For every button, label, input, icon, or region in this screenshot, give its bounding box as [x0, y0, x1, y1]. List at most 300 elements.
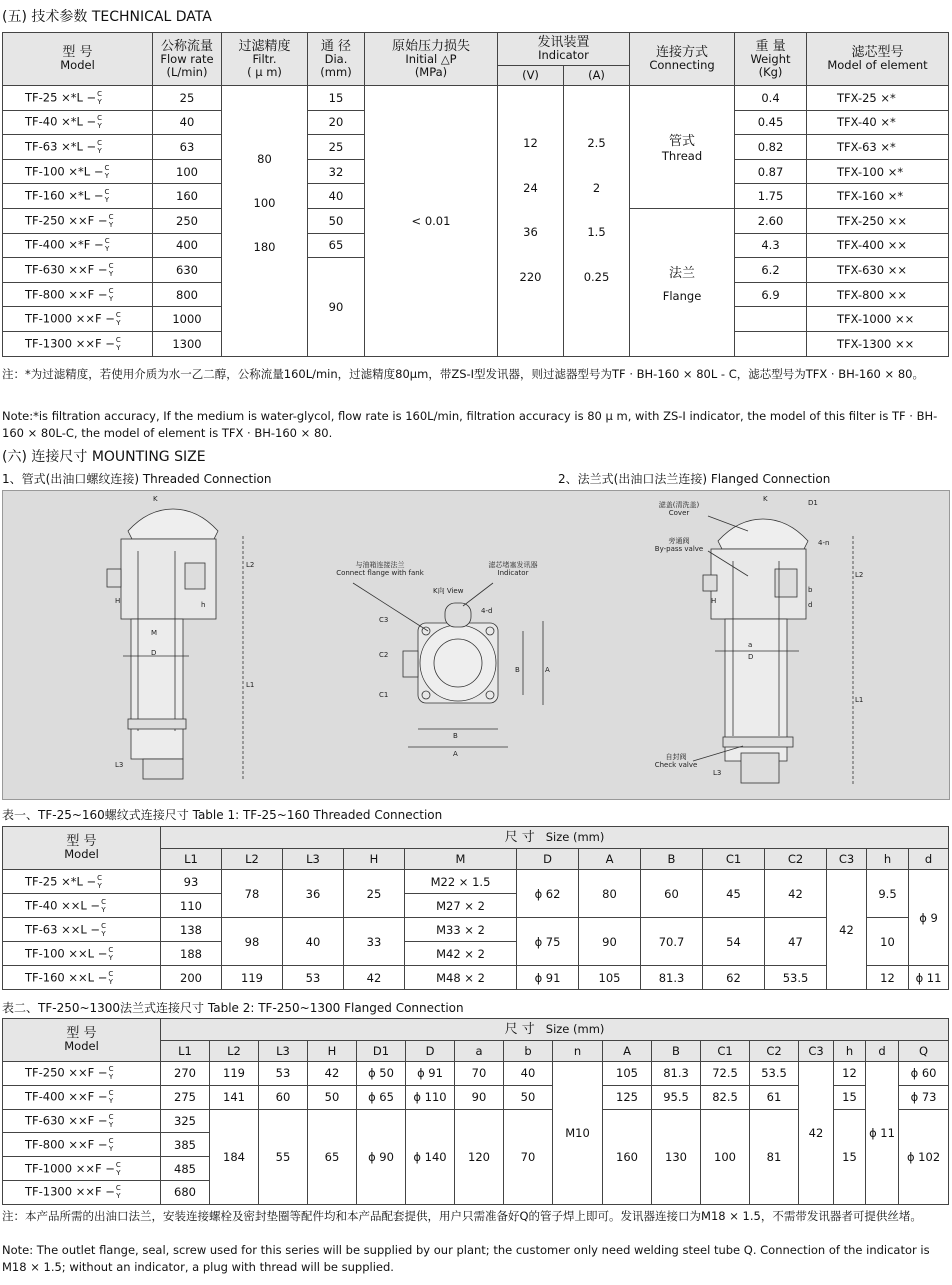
- indicator-variant-mark: [116, 311, 121, 327]
- model-code: TF-630 ××F −: [25, 262, 108, 277]
- label-indicator: 滤芯堵塞发讯器 Indicator: [488, 561, 538, 577]
- tech-weight: 6.2: [735, 258, 807, 283]
- model-code: TF-100 ×*L −: [25, 164, 104, 179]
- tech-model: [3, 135, 153, 160]
- tech-flow: 160: [153, 184, 222, 209]
- t2-b: 70: [504, 1109, 553, 1204]
- indicator-variant-mark: [97, 139, 102, 155]
- t1-col-a: A: [579, 849, 641, 870]
- t1-b: 81.3: [641, 966, 703, 990]
- t2-h: 15: [834, 1109, 866, 1204]
- tech-weight: [735, 331, 807, 356]
- variant-c: C: [108, 1136, 114, 1145]
- variant-c: C: [97, 873, 103, 882]
- indicator-variant-mark: [116, 1184, 121, 1200]
- volts-value: 220: [519, 269, 542, 284]
- indicator-variant-mark: [101, 898, 106, 914]
- t2-d: ϕ 140: [406, 1109, 455, 1204]
- tech-element: TFX-160 ×*: [807, 184, 949, 209]
- th-element: 滤芯型号 Model of element: [807, 33, 949, 86]
- volts-value: 24: [523, 180, 538, 195]
- variant-c: C: [115, 335, 121, 344]
- t2-l1: 270: [161, 1062, 210, 1086]
- t2-col-h: H: [308, 1041, 357, 1062]
- variant-y: Y: [116, 1168, 121, 1177]
- t2-d1: ϕ 65: [357, 1085, 406, 1109]
- t2-l3: 60: [259, 1085, 308, 1109]
- variant-y: Y: [116, 1192, 121, 1201]
- t1-c1: 62: [703, 966, 765, 990]
- variant-y: Y: [108, 269, 114, 278]
- variant-c: C: [101, 897, 106, 906]
- t1-h: 33: [344, 918, 405, 966]
- model-code: TF-250 ××F −: [25, 1065, 108, 1080]
- indicator-variant-mark: [104, 164, 109, 180]
- t1-c1: 54: [703, 918, 765, 966]
- t2-model: [3, 1133, 161, 1157]
- indicator-variant-mark: [116, 1161, 121, 1177]
- label-b-side: B: [515, 666, 520, 674]
- label-a-side: A: [545, 666, 550, 674]
- tech-element: TFX-1000 ××: [807, 307, 949, 332]
- t1-d: ϕ 91: [517, 966, 579, 990]
- variant-y: Y: [97, 97, 102, 106]
- model-code: TF-800 ××F −: [25, 287, 108, 302]
- tech-flow: 1000: [153, 307, 222, 332]
- t2-c2: 61: [750, 1085, 799, 1109]
- t1-col-m: M: [405, 849, 517, 870]
- t1-l2: 98: [222, 918, 283, 966]
- t1-col-d: D: [517, 849, 579, 870]
- t2-b: 50: [504, 1085, 553, 1109]
- t1-model: [3, 894, 161, 918]
- t2-col-q: Q: [899, 1041, 949, 1062]
- t1-b: 70.7: [641, 918, 703, 966]
- label-k-2: K: [763, 495, 768, 503]
- t2-a: 105: [603, 1062, 652, 1086]
- t1-a: 105: [579, 966, 641, 990]
- label-d-1: D: [151, 649, 157, 657]
- t2-q: ϕ 60: [899, 1062, 949, 1086]
- t1-row: [3, 966, 949, 990]
- variant-c: C: [104, 163, 110, 172]
- t1-col-c3: C3: [827, 849, 867, 870]
- mounting-drawings-panel: [2, 490, 950, 800]
- technical-data-table: [2, 32, 949, 357]
- t1-l2: 119: [222, 966, 283, 990]
- figure-2-title: 2、法兰式(出油口法兰连接) Flanged Connection: [558, 472, 831, 486]
- variant-c: C: [108, 945, 114, 954]
- note-2-en: Note: The outlet flange, seal, screw used for this series will be supplied by our plant; the customer only need welding steel tube Q. Connection of the indicator is M18 × 1.5; without an indicator, a plug with thread will be supplied.: [2, 1243, 930, 1274]
- label-m: M: [151, 629, 158, 637]
- tech-filtr: [222, 86, 308, 357]
- variant-y: Y: [108, 1144, 114, 1153]
- t1-l1: 138: [161, 918, 222, 942]
- tech-row: [3, 86, 949, 111]
- mounting-drawings: [3, 491, 949, 799]
- tech-flow: 40: [153, 110, 222, 135]
- tech-dia: 32: [308, 159, 365, 184]
- t2-col-c1: C1: [701, 1041, 750, 1062]
- volts-value: 36: [523, 225, 538, 239]
- model-code: TF-1300 ××F −: [25, 336, 115, 351]
- t1-col-b: B: [641, 849, 703, 870]
- model-code: TF-1300 ××F −: [25, 1184, 115, 1199]
- variant-y: Y: [104, 171, 110, 180]
- t2-l2: 141: [210, 1085, 259, 1109]
- model-code: TF-63 ×*L −: [25, 139, 97, 154]
- t1-h: 10: [867, 918, 909, 966]
- t2-col-c3: C3: [799, 1041, 834, 1062]
- t2-n: M10: [553, 1062, 603, 1205]
- tech-dia: 15: [308, 86, 365, 111]
- t2-b: 130: [652, 1109, 701, 1204]
- variant-y: Y: [108, 953, 113, 962]
- indicator-variant-mark: [108, 970, 113, 986]
- model-code: TF-63 ××L −: [25, 922, 101, 936]
- t1-l2: 78: [222, 870, 283, 918]
- t1-col-l2: L2: [222, 849, 283, 870]
- variant-c: C: [115, 1184, 121, 1193]
- label-kview: K向 View: [433, 587, 464, 595]
- t1-m: M27 × 2: [405, 894, 517, 918]
- t1-h: 42: [344, 966, 405, 990]
- t2-col-c2: C2: [750, 1041, 799, 1062]
- tech-flow: 63: [153, 135, 222, 160]
- t2-c1: 100: [701, 1109, 750, 1204]
- t1-c2: 42: [765, 870, 827, 918]
- t2-a: 160: [603, 1109, 652, 1204]
- t2-th-model: 型 号 Model: [3, 1019, 161, 1062]
- label-c2: C2: [379, 651, 389, 659]
- label-b-small: b: [808, 586, 813, 594]
- variant-y: Y: [97, 122, 102, 131]
- t1-d: ϕ 75: [517, 918, 579, 966]
- t2-model: [3, 1085, 161, 1109]
- label-hh-1: h: [201, 601, 206, 609]
- variant-y: Y: [108, 294, 114, 303]
- t1-l3: 36: [283, 870, 344, 918]
- tech-flange: [630, 208, 735, 356]
- tech-amps: [564, 86, 630, 357]
- tech-element: TFX-250 ××: [807, 208, 949, 233]
- label-c1: C1: [379, 691, 389, 699]
- t2-model: [3, 1157, 161, 1181]
- t1-model: [3, 966, 161, 990]
- tech-dia-merged: 90: [308, 258, 365, 356]
- t2-col-h: h: [834, 1041, 866, 1062]
- t1-a: 90: [579, 918, 641, 966]
- tech-model: [3, 208, 153, 233]
- figure-1-title: 1、管式(出油口螺纹连接) Threaded Connection: [2, 472, 272, 486]
- section-6-title: (六) 连接尺寸 MOUNTING SIZE: [2, 449, 206, 465]
- model-code: TF-40 ××L −: [25, 898, 101, 912]
- variant-y: Y: [104, 196, 110, 205]
- tech-model: [3, 282, 153, 307]
- tech-dia: 20: [308, 110, 365, 135]
- t2-h: 42: [308, 1062, 357, 1086]
- indicator-variant-mark: [101, 922, 106, 938]
- flange-en: Flange: [662, 288, 702, 303]
- t2-model: [3, 1109, 161, 1133]
- label-l2-2: L2: [855, 571, 864, 579]
- variant-c: C: [108, 212, 114, 221]
- tech-model: [3, 331, 153, 356]
- variant-y: Y: [108, 220, 114, 229]
- t2-th-size: 尺 寸 Size (mm): [161, 1019, 949, 1041]
- variant-y: Y: [101, 905, 106, 914]
- amps-value: 2: [592, 180, 601, 195]
- model-code: TF-800 ××F −: [25, 1137, 108, 1152]
- t2-h: 12: [834, 1062, 866, 1086]
- variant-c: C: [115, 1160, 121, 1169]
- model-code: TF-630 ××F −: [25, 1113, 108, 1128]
- t1-c3: 42: [827, 870, 867, 990]
- t2-l1: 680: [161, 1180, 210, 1204]
- t2-d1: ϕ 90: [357, 1109, 406, 1204]
- th-volts: (V): [498, 66, 564, 86]
- tech-weight: 2.60: [735, 208, 807, 233]
- thread-en: Thread: [661, 149, 703, 164]
- t2-a: 120: [455, 1109, 504, 1204]
- th-amps: (A): [564, 66, 630, 86]
- filtr-value: 80: [257, 152, 272, 166]
- amps-value: 1.5: [587, 225, 606, 239]
- note-1-en: Note:*is filtration accuracy, If the medium is water-glycol, flow rate is 160L/min, filtration accuracy is 80 μ m, with ZS-I indicator, the model of this filter is TF · BH-160 × 80L-C, the model of element is TFX · BH-160 × 80.: [2, 409, 938, 440]
- t2-col-d: d: [866, 1041, 899, 1062]
- t2-a: 125: [603, 1085, 652, 1109]
- tech-flow: 250: [153, 208, 222, 233]
- label-l1-1: L1: [246, 681, 255, 689]
- t1-b: 60: [641, 870, 703, 918]
- tech-flow: 25: [153, 86, 222, 111]
- tech-weight: 6.9: [735, 282, 807, 307]
- t2-col-a: A: [603, 1041, 652, 1062]
- t2-col-b: b: [504, 1041, 553, 1062]
- t2-l1: 485: [161, 1157, 210, 1181]
- label-d1: D1: [808, 499, 818, 507]
- t2-l3: 55: [259, 1109, 308, 1204]
- indicator-variant-mark: [109, 262, 114, 278]
- label-l1-2: L1: [855, 696, 864, 704]
- t2-d: ϕ 110: [406, 1085, 455, 1109]
- thread-cn: 管式: [669, 134, 696, 150]
- t1-l1: 93: [161, 870, 222, 894]
- label-d-2: D: [748, 653, 754, 661]
- t2-b: 40: [504, 1062, 553, 1086]
- t1-row: [3, 918, 949, 942]
- th-filtr: 过滤精度 Filtr. ( μ m): [222, 33, 308, 86]
- tech-element: TFX-40 ×*: [807, 110, 949, 135]
- tech-model: [3, 159, 153, 184]
- t1-l1: 200: [161, 966, 222, 990]
- variant-y: Y: [108, 1073, 114, 1082]
- variant-y: Y: [116, 319, 121, 328]
- t2-d1: ϕ 50: [357, 1062, 406, 1086]
- model-code: TF-25 ×*L −: [25, 874, 97, 888]
- tech-dia: 50: [308, 208, 365, 233]
- filtr-value: 180: [253, 240, 276, 254]
- tech-model: [3, 110, 153, 135]
- tech-weight: 0.45: [735, 110, 807, 135]
- t1-model: [3, 918, 161, 942]
- t2-l3: 53: [259, 1062, 308, 1086]
- t1-l3: 53: [283, 966, 344, 990]
- t1-c2: 47: [765, 918, 827, 966]
- t2-l1: 275: [161, 1085, 210, 1109]
- t2-c1: 72.5: [701, 1062, 750, 1086]
- label-h-1: H: [115, 597, 121, 605]
- tech-weight: 0.4: [735, 86, 807, 111]
- t2-col-a: a: [455, 1041, 504, 1062]
- indicator-variant-mark: [104, 188, 109, 204]
- t2-b: 95.5: [652, 1085, 701, 1109]
- t1-model: [3, 870, 161, 894]
- indicator-variant-mark: [97, 114, 102, 130]
- t1-a: 80: [579, 870, 641, 918]
- label-cover: 滤盖(清洗盖) Cover: [658, 501, 700, 517]
- tech-weight: 4.3: [735, 233, 807, 258]
- t1-col-c2: C2: [765, 849, 827, 870]
- tech-flow: 400: [153, 233, 222, 258]
- label-a-view: A: [453, 750, 458, 758]
- t2-h: 50: [308, 1085, 357, 1109]
- indicator-variant-mark: [105, 237, 110, 253]
- tech-element: TFX-25 ×*: [807, 86, 949, 111]
- variant-c: C: [97, 114, 103, 123]
- t2-col-n: n: [553, 1041, 603, 1062]
- label-a-small: a: [748, 641, 753, 649]
- variant-y: Y: [116, 343, 121, 352]
- t2-model: [3, 1180, 161, 1204]
- t2-model: [3, 1062, 161, 1086]
- t1-th-model: 型 号 Model: [3, 827, 161, 870]
- th-weight: 重 量 Weight (Kg): [735, 33, 807, 86]
- t2-q: ϕ 73: [899, 1085, 949, 1109]
- variant-y: Y: [97, 881, 102, 890]
- indicator-variant-mark: [97, 874, 102, 890]
- t1-col-l3: L3: [283, 849, 344, 870]
- tech-element: TFX-800 ××: [807, 282, 949, 307]
- label-l3-1: L3: [115, 761, 124, 769]
- t1-m: M22 × 1.5: [405, 870, 517, 894]
- tech-volts: [498, 86, 564, 357]
- note-2-cn: 注：本产品所需的出油口法兰，安装连接螺栓及密封垫圈等配件均和本产品配套提供，用户只需准备好Q的管子焊上即可。发讯器连接口为M18 × 1.5，不需带发讯器者可提供丝堵。: [2, 1209, 922, 1223]
- t2-col-l1: L1: [161, 1041, 210, 1062]
- amps-value: 2.5: [587, 136, 606, 150]
- tech-element: TFX-1300 ××: [807, 331, 949, 356]
- indicator-variant-mark: [97, 90, 102, 106]
- t1-row: [3, 870, 949, 894]
- volts-value: 12: [523, 136, 538, 150]
- t1-col-c1: C1: [703, 849, 765, 870]
- t2-c1: 82.5: [701, 1085, 750, 1109]
- t1-l3: 40: [283, 918, 344, 966]
- tech-initial-dp: < 0.01: [365, 86, 498, 357]
- t1-l1: 188: [161, 942, 222, 966]
- variant-y: Y: [101, 929, 106, 938]
- t2-l1: 325: [161, 1109, 210, 1133]
- t1-m: M33 × 2: [405, 918, 517, 942]
- model-code: TF-250 ××F −: [25, 213, 108, 228]
- tech-dia: 25: [308, 135, 365, 160]
- tech-dia: 40: [308, 184, 365, 209]
- variant-c: C: [108, 969, 114, 978]
- tech-weight: 0.82: [735, 135, 807, 160]
- t2-col-d1: D1: [357, 1041, 406, 1062]
- table-2-title: 表二、TF-250~1300法兰式连接尺寸 Table 2: TF-250~1300 Flanged Connection: [2, 1001, 464, 1015]
- t2-a: 90: [455, 1085, 504, 1109]
- t2-l1: 385: [161, 1133, 210, 1157]
- label-c3: C3: [379, 616, 389, 624]
- t1-d: ϕ 9: [909, 870, 949, 966]
- t1-c2: 53.5: [765, 966, 827, 990]
- variant-y: Y: [108, 977, 113, 986]
- t1-m: M48 × 2: [405, 966, 517, 990]
- t2-c3: 42: [799, 1062, 834, 1205]
- t2-d: ϕ 91: [406, 1062, 455, 1086]
- tech-element: TFX-400 ××: [807, 233, 949, 258]
- table-1-threaded: [2, 826, 949, 990]
- variant-c: C: [108, 1112, 114, 1121]
- t1-d: ϕ 11: [909, 966, 949, 990]
- indicator-variant-mark: [109, 1113, 114, 1129]
- tech-element: TFX-630 ××: [807, 258, 949, 283]
- th-model: 型 号 Model: [3, 33, 153, 86]
- t1-th-size: 尺 寸 Size (mm): [161, 827, 949, 849]
- tech-dia: 65: [308, 233, 365, 258]
- tech-weight: 1.75: [735, 184, 807, 209]
- variant-c: C: [115, 311, 121, 320]
- variant-c: C: [97, 89, 103, 98]
- model-code: TF-1000 ××F −: [25, 1161, 115, 1176]
- indicator-variant-mark: [109, 213, 114, 229]
- t1-model: [3, 942, 161, 966]
- tech-thread: [630, 86, 735, 209]
- model-code: TF-100 ××L −: [25, 946, 108, 960]
- section-5-title: (五) 技术参数 TECHNICAL DATA: [2, 9, 212, 25]
- variant-c: C: [104, 237, 110, 246]
- model-code: TF-1000 ××F −: [25, 311, 115, 326]
- variant-y: Y: [97, 146, 102, 155]
- indicator-variant-mark: [116, 336, 121, 352]
- tech-flow: 100: [153, 159, 222, 184]
- indicator-variant-mark: [109, 1137, 114, 1153]
- label-d-small: d: [808, 601, 813, 609]
- t1-l1: 110: [161, 894, 222, 918]
- t2-col-d: D: [406, 1041, 455, 1062]
- t2-col-b: B: [652, 1041, 701, 1062]
- t1-c1: 45: [703, 870, 765, 918]
- label-bypass: 旁通阀 By-pass valve: [654, 537, 704, 553]
- variant-c: C: [104, 188, 110, 197]
- label-h-2: H: [711, 597, 717, 605]
- t1-col-l1: L1: [161, 849, 222, 870]
- table-1-title: 表一、TF-25~160螺纹式连接尺寸 Table 1: TF-25~160 Threaded Connection: [2, 808, 443, 822]
- variant-c: C: [101, 921, 106, 930]
- th-indicator: 发讯装置 Indicator: [498, 33, 630, 66]
- t1-h: 12: [867, 966, 909, 990]
- tech-element: TFX-100 ×*: [807, 159, 949, 184]
- indicator-variant-mark: [108, 946, 113, 962]
- variant-y: Y: [104, 245, 110, 254]
- variant-c: C: [108, 1089, 114, 1098]
- t2-l2: 184: [210, 1109, 259, 1204]
- tech-model: [3, 307, 153, 332]
- t1-h: 25: [344, 870, 405, 918]
- model-code: TF-400 ×*F −: [25, 237, 104, 252]
- tech-element: TFX-63 ×*: [807, 135, 949, 160]
